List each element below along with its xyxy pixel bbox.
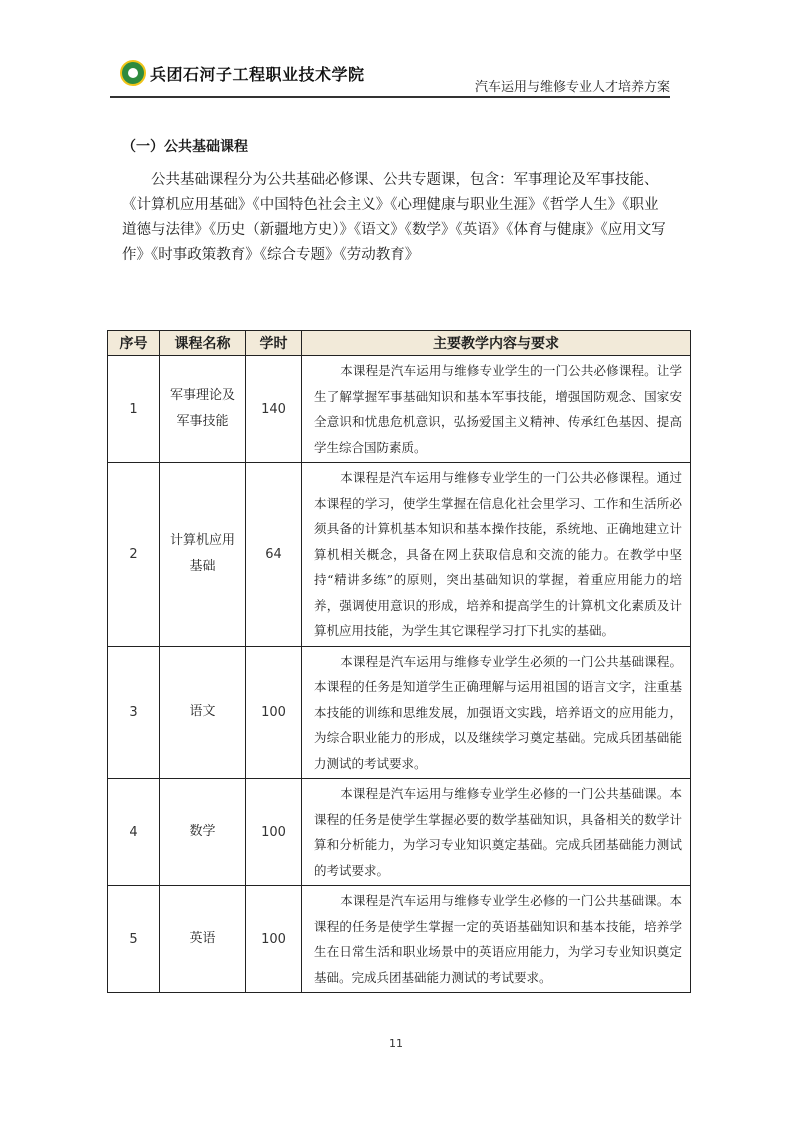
table-header-row (108, 331, 691, 356)
school-name: 兵团石河子工程职业技术学院 (150, 65, 365, 84)
row-number: 5 (108, 886, 160, 993)
course-name: 军事理论及军事技能 (160, 356, 246, 463)
table-row (108, 646, 691, 779)
course-name: 语文 (160, 646, 246, 779)
course-name: 英语 (160, 886, 246, 993)
course-content: 本课程是汽车运用与维修专业学生必修的一门公共基础课。本课程的任务是使学生掌握必要的数学基础知识，具备相关的数学计算和分析能力，为学习专业知识奠定基础。完成兵团基础能力测试的考试要求。 (302, 779, 691, 886)
course-content: 本课程是汽车运用与维修专业学生必须的一门公共基础课程。本课程的任务是知道学生正确理解与运用祖国的语言文字，注重基本技能的训练和思维发展，加强语文实践，培养语文的应用能力，为综合职业能力的形成，以及继续学习奠定基础。完成兵团基础能力测试的考试要求。 (302, 646, 691, 779)
course-name: 数学 (160, 779, 246, 886)
header-cell-course-name: 课程名称 (160, 331, 246, 356)
course-hours: 100 (246, 886, 302, 993)
course-hours: 64 (246, 463, 302, 647)
course-hours: 100 (246, 779, 302, 886)
course-content: 本课程是汽车运用与维修专业学生的一门公共必修课程。让学生了解掌握军事基础知识和基本军事技能，增强国防观念、国家安全意识和忧患危机意识，弘扬爱国主义精神、传承红色基因、提高学生综合国防素质。 (302, 356, 691, 463)
header-divider (110, 96, 670, 98)
table-row (108, 356, 691, 463)
header-cell-content: 主要教学内容与要求 (302, 331, 691, 356)
section-heading: （一）公共基础课程 (122, 139, 248, 155)
course-content: 本课程是汽车运用与维修专业学生必修的一门公共基础课。本课程的任务是使学生掌握一定的英语基础知识和基本技能，培养学生在日常生活和职业场景中的英语应用能力，为学习专业知识奠定基础。完成兵团基础能力测试的考试要求。 (302, 886, 691, 993)
course-hours: 100 (246, 646, 302, 779)
course-name: 计算机应用基础 (160, 463, 246, 647)
course-hours: 140 (246, 356, 302, 463)
page-number: 11 (389, 1037, 403, 1050)
course-content: 本课程是汽车运用与维修专业学生的一门公共必修课程。通过本课程的学习，使学生掌握在信息化社会里学习、工作和生活所必须具备的计算机基本知识和基本操作技能，系统地、正确地建立计算机相关概念，具备在网上获取信息和交流的能力。在教学中坚持“精讲多练”的原则，突出基础知识的掌握，着重应用能力的培养，强调使用意识的形成，培养和提高学生的计算机文化素质及计算机应用技能，为学生其它课程学习打下扎实的基础。 (302, 463, 691, 647)
document-title: 汽车运用与维修专业人才培养方案 (474, 80, 670, 95)
school-logo-icon (120, 60, 146, 86)
course-table (107, 330, 691, 993)
header-cell-hours: 学时 (246, 331, 302, 356)
table-row (108, 779, 691, 886)
table-row (108, 463, 691, 647)
header-cell-number: 序号 (108, 331, 160, 356)
table-row (108, 886, 691, 993)
section-intro: 公共基础课程分为公共基础必修课、公共专题课，包含：军事理论及军事技能、《计算机应用基础》《中国特色社会主义》《心理健康与职业生涯》《哲学人生》《职业道德与法律》《历史（新疆地方史）》《语文》《数学》《英语》《体育与健康》《应用文写作》《时事政策教育》《综合专题》《劳动教育》 (122, 172, 666, 263)
row-number: 4 (108, 779, 160, 886)
row-number: 2 (108, 463, 160, 647)
row-number: 3 (108, 646, 160, 779)
row-number: 1 (108, 356, 160, 463)
page-header (110, 52, 670, 98)
